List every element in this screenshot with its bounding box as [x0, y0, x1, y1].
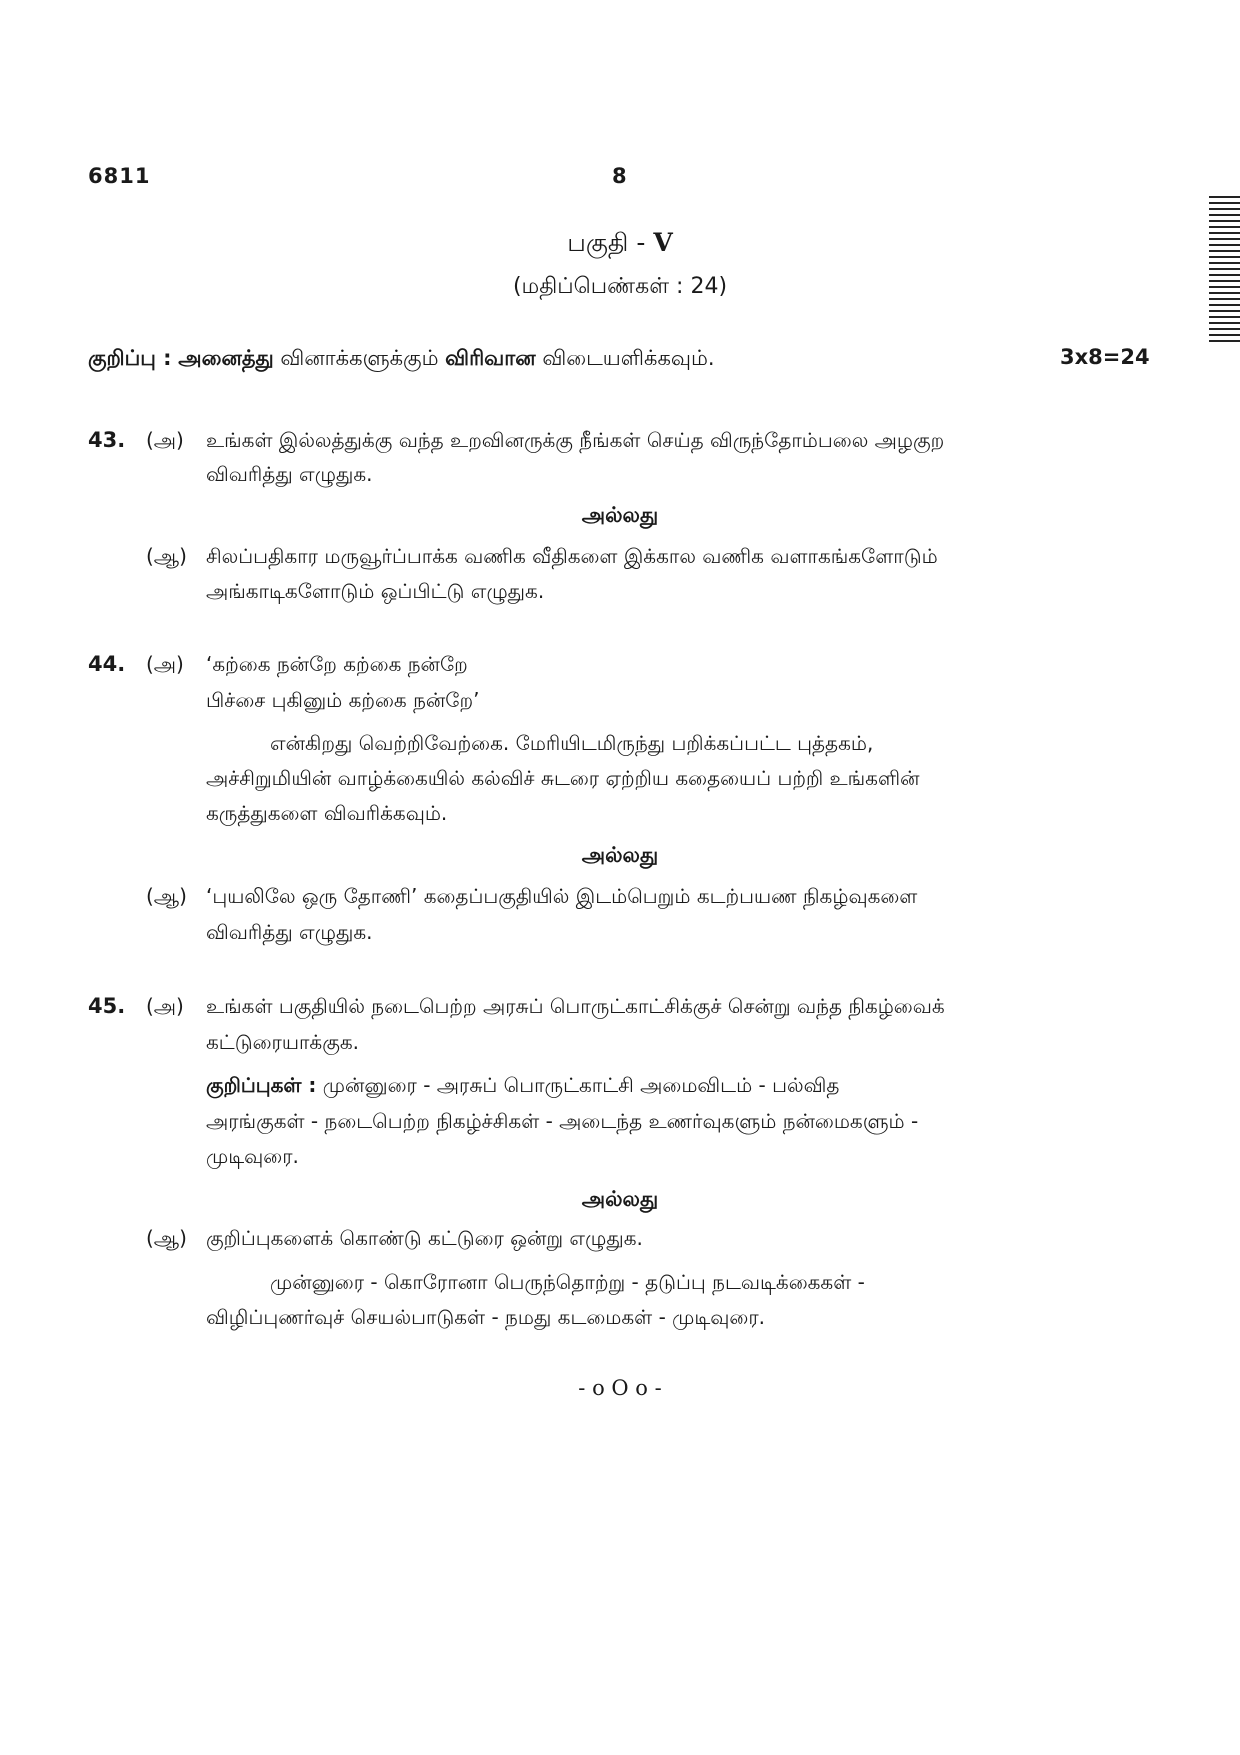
question-text-line: ‘புயலிலே ஒரு தோணி’ கதைப்பகுதியில் இடம்பெறும் கடற்பயண நிகழ்வுகளை	[206, 884, 918, 908]
hints-line: முடிவுரை.	[206, 1144, 299, 1168]
note-word-detailed: விரிவான	[445, 346, 536, 370]
question-text-line: விவரித்து எழுதுக.	[206, 462, 373, 486]
paper-code: 6811	[88, 164, 151, 188]
question-text-line: சிலப்பதிகார மருவூர்ப்பாக்க வணிக வீதிகளை இக்கால வணிக வளாகங்களோடும்	[206, 544, 938, 568]
question-number-45: 45.	[88, 994, 126, 1018]
question-text-line: குறிப்புகளைக் கொண்டு கட்டுரை ஒன்று எழுதுக.	[206, 1226, 643, 1250]
option-label-a: (அ)	[146, 994, 184, 1018]
note-label: குறிப்பு :	[88, 346, 172, 370]
barcode-strip	[1209, 196, 1240, 342]
quote-line: ‘கற்கை நன்றே கற்கை நன்றே	[206, 652, 468, 676]
question-text-line: அங்காடிகளோடும் ஒப்பிட்டு எழுதுக.	[206, 579, 545, 603]
hints-text: முன்னுரை - அரசுப் பொருட்காட்சி அமைவிடம் - பல்வித	[322, 1073, 840, 1097]
hints-label: குறிப்புகள் :	[206, 1073, 317, 1097]
option-label-b: (ஆ)	[146, 1226, 187, 1250]
hints-line: அரங்குகள் - நடைபெற்ற நிகழ்ச்சிகள் - அடைந்த உணர்வுகளும் நன்மைகளும் -	[206, 1109, 919, 1133]
question-text-line: உங்கள் இல்லத்துக்கு வந்த உறவினருக்கு நீங்கள் செய்த விருந்தோம்பலை அழகுற	[206, 428, 945, 452]
question-text-line: உங்கள் பகுதியில் நடைபெற்ற அரசுப் பொருட்காட்சிக்குச் சென்று வந்த நிகழ்வைக்	[206, 994, 945, 1018]
hints-line: விழிப்புணர்வுச் செயல்பாடுகள் - நமது கடமைகள் - முடிவுரை.	[206, 1305, 766, 1329]
page-number: 8	[612, 164, 627, 188]
section-title-word: பகுதி -	[567, 228, 646, 257]
hints-line	[206, 1073, 839, 1100]
question-text-line: கட்டுரையாக்குக.	[206, 1030, 360, 1054]
instruction-note	[88, 346, 715, 373]
question-text-line: கருத்துகளை விவரிக்கவும்.	[206, 801, 448, 825]
question-text-line: என்கிறது வெற்றிவேற்கை. மேரியிடமிருந்து பறிக்கப்பட்ட புத்தகம்,	[270, 731, 874, 755]
section-marks: (மதிப்பெண்கள் : 24)	[512, 274, 728, 299]
section-title-numeral: V	[653, 228, 673, 257]
or-separator: அல்லது	[581, 843, 659, 867]
question-text-line: அச்சிறுமியின் வாழ்க்கையில் கல்விச் சுடரை ஏற்றிய கதையைப் பற்றி உங்களின்	[206, 766, 920, 790]
end-mark: - o O o -	[578, 1376, 662, 1400]
option-label-a: (அ)	[146, 652, 184, 676]
question-number-43: 43.	[88, 428, 126, 452]
or-separator: அல்லது	[581, 1187, 659, 1211]
or-separator: அல்லது	[581, 503, 659, 527]
option-label-b: (ஆ)	[146, 884, 187, 908]
marks-formula: 3x8=24	[1060, 345, 1150, 369]
section-title	[0, 228, 1240, 261]
note-word-answer: விடையளிக்கவும்.	[542, 346, 715, 370]
option-label-b: (ஆ)	[146, 544, 187, 568]
question-number-44: 44.	[88, 652, 126, 676]
option-label-a: (அ)	[146, 428, 184, 452]
note-word-questions: வினாக்களுக்கும்	[280, 346, 439, 370]
hints-line: முன்னுரை - கொரோனா பெருந்தொற்று - தடுப்பு நடவடிக்கைகள் -	[270, 1270, 865, 1294]
quote-line: பிச்சை புகினும் கற்கை நன்றே’	[206, 688, 480, 712]
question-text-line: விவரித்து எழுதுக.	[206, 920, 373, 944]
note-word-all: அனைத்து	[178, 346, 274, 370]
